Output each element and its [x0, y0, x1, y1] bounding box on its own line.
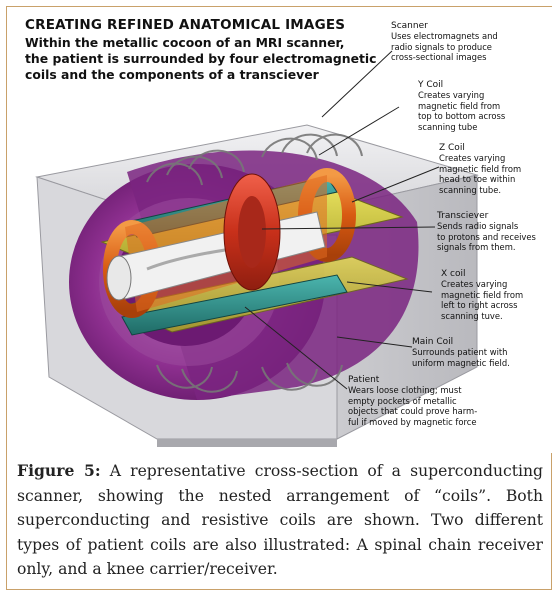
mri-illustration — [7, 7, 553, 453]
label-line: Creates varying — [439, 153, 506, 164]
caption-label: Figure 5: — [17, 461, 101, 480]
label-line: empty pockets of metallic — [348, 395, 457, 406]
figure-frame — [6, 6, 552, 590]
label-name: Transciever — [437, 211, 489, 221]
intro-line: Within the metallic cocoon of an MRI scanner, — [25, 35, 345, 50]
label-main-coil — [412, 337, 510, 368]
label-line: ful if moved by magnetic force — [348, 416, 477, 427]
figure-intro — [25, 35, 377, 83]
label-line: uniform magnetic field. — [412, 357, 510, 368]
intro-line: the patient is surrounded by four electromagnetic — [25, 51, 377, 66]
label-line: scanning tube. — [439, 184, 502, 195]
label-line: cross-sectional images — [391, 52, 487, 63]
label-line: radio signals to produce — [391, 41, 492, 52]
label-line: Surrounds patient with — [412, 347, 508, 358]
intro-line: coils and the components of a transciever — [25, 67, 319, 82]
label-line: objects that could prove harm- — [348, 406, 478, 417]
label-line: magnetic field from — [439, 163, 522, 174]
label-line: to protons and receives — [437, 231, 536, 242]
label-z-coil — [439, 143, 521, 195]
figure-title: CREATING REFINED ANATOMICAL IMAGES — [25, 17, 346, 33]
label-name: Scanner — [391, 21, 428, 31]
caption-text: A representative cross-section of a superconducting scanner, showing the nested arrangement of “coils”. Both superconducting and resistive coils are shown. Two different types of patient coils are also illustrated: A spinal chain receiver only, and a knee carrier/receiver. — [17, 462, 543, 578]
label-line: Creates varying — [441, 279, 508, 290]
transciever-ring — [224, 174, 280, 290]
label-line: Sends radio signals — [437, 221, 519, 232]
label-line: head to toe within — [439, 174, 516, 185]
label-name: Main Coil — [412, 337, 454, 347]
label-line: Uses electromagnets and — [391, 31, 498, 42]
label-patient — [348, 375, 477, 427]
label-line: Creates varying — [418, 90, 485, 101]
label-line: scanning tuve. — [441, 310, 503, 321]
label-line: scanning tube — [418, 121, 478, 132]
label-name: X coil — [441, 269, 466, 279]
label-line: magnetic field from — [418, 100, 501, 111]
label-line: magnetic field from — [441, 289, 524, 300]
label-name: Y Coil — [418, 80, 444, 90]
label-y-coil — [418, 80, 505, 132]
label-x-coil — [441, 269, 523, 321]
label-scanner — [391, 21, 498, 63]
label-name: Patient — [348, 375, 380, 385]
figure-caption — [17, 459, 543, 582]
label-line: Wears loose clothing; must — [348, 385, 462, 396]
label-transciever — [437, 211, 536, 253]
label-line: left to right across — [441, 300, 518, 311]
label-line: top to bottom across — [418, 111, 506, 122]
label-line: signals from them. — [437, 242, 516, 253]
label-name: Z Coil — [439, 143, 465, 153]
